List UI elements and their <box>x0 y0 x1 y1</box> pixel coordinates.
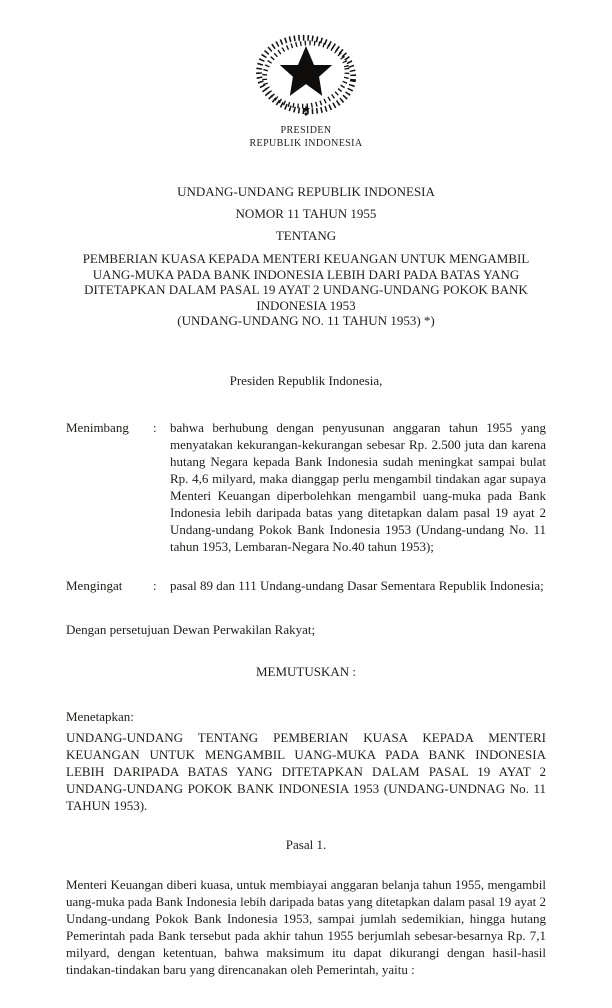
title-subject: PEMBERIAN KUASA KEPADA MENTERI KEUANGAN UNTUK MENGAMBIL UANG-MUKA PADA BANK INDONESIA LEBIH DARI PADA BATAS YANG DITETAPKAN DALAM PASAL 19 AYAT 2 UNDANG-UNDANG POKOK BANK INDONESIA 1953 <box>82 251 530 313</box>
article-1-body: Menteri Keuangan diberi kuasa, untuk membiayai anggaran belanja tahun 1955, mengambil uang-muka pada Bank Indonesia lebih daripada batas yang ditetapkan dalam pasal 19 ayat 2 Undang-undang Pokok Bank Indonesia 1953, sampai jumlah sedemikian, hingga hutang Pemerintah pada Bank tersebut pada akhir tahun 1955 berjumlah sebesar-besarnya Rp. 7,1 milyard, dengan ketentuan, bahwa maksimum itu dapat dikurangi dengan hasil-hasil tindakan-tindakan baru yang direncanakan oleh Pemerintah, yaitu : <box>66 876 546 977</box>
star-wreath-emblem-icon <box>253 33 359 122</box>
consideration-label: Mengingat <box>66 577 123 593</box>
document-title <box>66 185 546 329</box>
consideration-mengingat <box>66 577 546 594</box>
consideration-label: Menimbang <box>66 419 129 435</box>
decision-heading: MEMUTUSKAN : <box>255 663 357 679</box>
org-name-line2: REPUBLIK INDONESIA <box>249 137 363 149</box>
consideration-colon: : <box>153 577 157 593</box>
title-number: NOMOR 11 TAHUN 1955 <box>235 206 377 221</box>
org-name <box>66 125 546 150</box>
consideration-menimbang <box>66 419 546 555</box>
enacting-label: Menetapkan: <box>66 708 134 724</box>
title-reference: (UNDANG-UNDANG NO. 11 TAHUN 1953) *) <box>177 313 435 328</box>
title-tentang: TENTANG <box>275 228 337 243</box>
letterhead <box>66 0 546 150</box>
consideration-text: pasal 89 dan 111 Undang-undang Dasar Sementara Republik Indonesia; <box>170 577 544 593</box>
article-1-heading: Pasal 1. <box>285 836 327 852</box>
agreement-line: Dengan persetujuan Dewan Perwakilan Rakyat; <box>66 621 316 637</box>
title-law-name: UNDANG-UNDANG REPUBLIK INDONESIA <box>177 184 435 199</box>
org-name-line1: PRESIDEN <box>280 125 332 136</box>
consideration-text: bahwa berhubung dengan penyusunan anggaran tahun 1955 yang menyatakan kekurangan-kekurangan sebesar Rp. 2.500 juta dan karena hutang Negara kepada Bank Indonesia sudah meningkat sampai bulat Rp. 4,6 milyard, maka dianggap perlu mengambil tindakan agar supaya Menteri Keuangan diperbolehkan mengambil uang-muka pada Bank Indonesia lebih daripada batas yang ditetapkan dalam pasal 19 ayat 2 Undang-undang Pokok Bank Indonesia 1953 (Undang-undang No. 11 tahun 1953, Lembaran-Negara No.40 tahun 1953); <box>170 419 546 554</box>
enactment-text: UNDANG-UNDANG TENTANG PEMBERIAN KUASA KEPADA MENTERI KEUANGAN UNTUK MENGAMBIL UANG-MUKA PADA BANK INDONESIA LEBIH DARIPADA BATAS YANG DITETAPKAN DALAM PASAL 19 AYAT 2 UNDANG-UNDANG POKOK BANK INDONESIA 1953 (UNDANG-UNDNAG No. 11 TAHUN 1953). <box>66 729 546 813</box>
opening-line: Presiden Republik Indonesia, <box>229 372 383 388</box>
consideration-colon: : <box>153 419 157 435</box>
